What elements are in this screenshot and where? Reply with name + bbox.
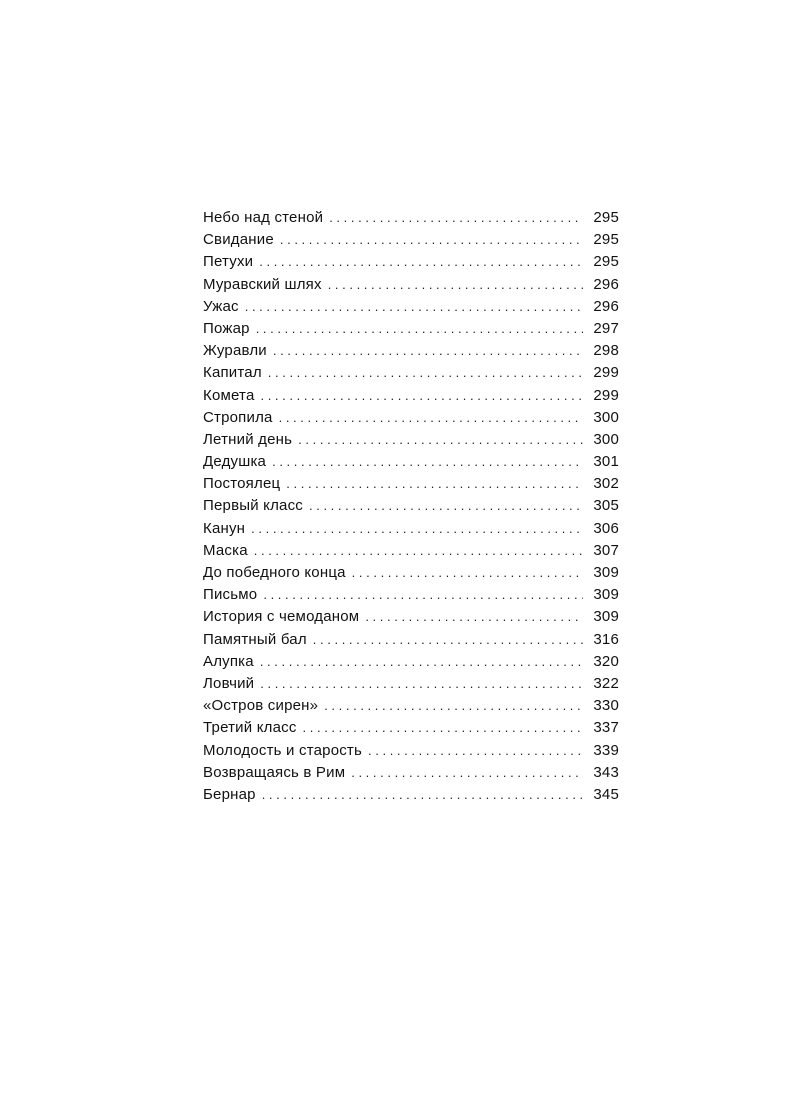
toc-entry-page-number: 295 xyxy=(593,209,619,226)
toc-entry-title: Капитал xyxy=(203,364,262,382)
toc-entry-title: Ужас xyxy=(203,297,239,315)
toc-entry xyxy=(203,740,619,762)
toc-entry-page-number: 322 xyxy=(593,674,619,692)
toc-entry-title: Комета xyxy=(203,386,255,404)
toc-entry-title: Возвращаясь в Рим xyxy=(203,763,346,781)
toc-entry-title: Памятный бал xyxy=(203,630,307,648)
toc-entry xyxy=(203,651,619,673)
dot-leader xyxy=(251,518,583,540)
toc-entry xyxy=(203,540,619,562)
toc-entry-page-number: 295 xyxy=(593,253,619,271)
toc-entry-title: Пожар xyxy=(203,319,250,337)
toc-entry-page-number: 295 xyxy=(593,231,619,249)
toc-entry-page-number: 301 xyxy=(593,453,619,471)
table-of-contents xyxy=(203,207,619,806)
toc-entry-page-number: 300 xyxy=(593,408,619,426)
toc-entry-title: «Остров сирен» xyxy=(203,697,319,715)
toc-entry xyxy=(203,274,619,296)
toc-entry-page-number: 296 xyxy=(593,275,619,293)
dot-leader xyxy=(260,673,583,695)
toc-entry-page-number: 306 xyxy=(593,519,619,537)
toc-entry-title: Ловчий xyxy=(203,674,255,692)
dot-leader xyxy=(262,784,583,806)
dot-leader xyxy=(324,695,583,717)
toc-entry-page-number: 345 xyxy=(593,785,619,803)
toc-entry-page-number: 309 xyxy=(593,608,619,626)
toc-entry-title: Алупка xyxy=(203,652,254,670)
dot-leader xyxy=(351,762,583,784)
toc-entry-page-number: 297 xyxy=(593,319,619,337)
toc-entry xyxy=(203,784,619,806)
toc-entry-page-number: 299 xyxy=(593,364,619,382)
toc-entry xyxy=(203,385,619,407)
toc-entry xyxy=(203,362,619,384)
dot-leader xyxy=(303,717,583,739)
dot-leader xyxy=(256,318,583,340)
toc-entry xyxy=(203,251,619,273)
toc-entry-page-number: 296 xyxy=(593,297,619,315)
toc-entry-title: Первый класс xyxy=(203,497,303,515)
toc-entry xyxy=(203,717,619,739)
dot-leader xyxy=(268,362,583,384)
dot-leader xyxy=(260,651,583,673)
toc-entry xyxy=(203,584,619,606)
toc-entry-title: Стропила xyxy=(203,408,273,426)
dot-leader xyxy=(254,540,583,562)
toc-entry-title: Журавли xyxy=(203,342,267,360)
toc-entry-title: Свидание xyxy=(203,231,274,249)
dot-leader xyxy=(272,451,583,473)
toc-entry-page-number: 302 xyxy=(593,475,619,493)
toc-entry xyxy=(203,429,619,451)
toc-entry xyxy=(203,340,619,362)
dot-leader xyxy=(286,473,583,495)
dot-leader xyxy=(279,407,583,429)
dot-leader xyxy=(298,429,583,451)
toc-entry xyxy=(203,473,619,495)
toc-entry-title: Летний день xyxy=(203,430,293,448)
toc-entry-page-number: 309 xyxy=(593,586,619,604)
toc-entry-title: Третий класс xyxy=(203,719,297,737)
toc-entry xyxy=(203,673,619,695)
toc-entry-title: Петухи xyxy=(203,253,254,271)
dot-leader xyxy=(309,495,583,517)
toc-entry-title: История с чемоданом xyxy=(203,608,360,626)
toc-entry-title: Дедушка xyxy=(203,453,267,471)
dot-leader xyxy=(263,584,583,606)
toc-entry xyxy=(203,407,619,429)
toc-entry xyxy=(203,562,619,584)
dot-leader xyxy=(260,385,583,407)
toc-entry-title: Муравский шлях xyxy=(203,275,322,293)
toc-entry xyxy=(203,318,619,340)
toc-entry-page-number: 300 xyxy=(593,430,619,448)
toc-entry-title: Молодость и старость xyxy=(203,741,363,759)
toc-entry-page-number: 343 xyxy=(593,763,619,781)
toc-entry xyxy=(203,629,619,651)
toc-entry-page-number: 299 xyxy=(593,386,619,404)
toc-entry-page-number: 316 xyxy=(593,630,619,648)
dot-leader xyxy=(352,562,583,584)
toc-entry xyxy=(203,296,619,318)
toc-entry-title: До победного конца xyxy=(203,564,346,581)
toc-entry xyxy=(203,762,619,784)
toc-entry xyxy=(203,695,619,717)
toc-entry-title: Постоялец xyxy=(203,475,281,493)
toc-entry xyxy=(203,451,619,473)
toc-entry-title: Канун xyxy=(203,519,246,537)
dot-leader xyxy=(365,606,583,628)
toc-entry-page-number: 320 xyxy=(593,652,619,670)
toc-entry-page-number: 298 xyxy=(593,342,619,360)
toc-entry-title: Небо над стеной xyxy=(203,209,324,226)
dot-leader xyxy=(313,629,583,651)
toc-entry-page-number: 309 xyxy=(593,564,619,581)
dot-leader xyxy=(329,207,583,229)
dot-leader xyxy=(245,296,583,318)
toc-entry-title: Письмо xyxy=(203,586,258,604)
toc-entry-page-number: 337 xyxy=(593,719,619,737)
toc-entry xyxy=(203,606,619,628)
dot-leader xyxy=(259,251,583,273)
toc-entry-page-number: 305 xyxy=(593,497,619,515)
toc-entry-title: Бернар xyxy=(203,785,256,803)
toc-entry xyxy=(203,495,619,517)
dot-leader xyxy=(280,229,583,251)
toc-entry-page-number: 330 xyxy=(593,697,619,715)
dot-leader xyxy=(328,274,583,296)
dot-leader xyxy=(368,740,583,762)
toc-entry xyxy=(203,229,619,251)
dot-leader xyxy=(273,340,583,362)
toc-entry-page-number: 307 xyxy=(593,541,619,559)
toc-entry-page-number: 339 xyxy=(593,741,619,759)
toc-entry xyxy=(203,207,619,229)
toc-entry xyxy=(203,518,619,540)
toc-entry-title: Маска xyxy=(203,541,248,559)
